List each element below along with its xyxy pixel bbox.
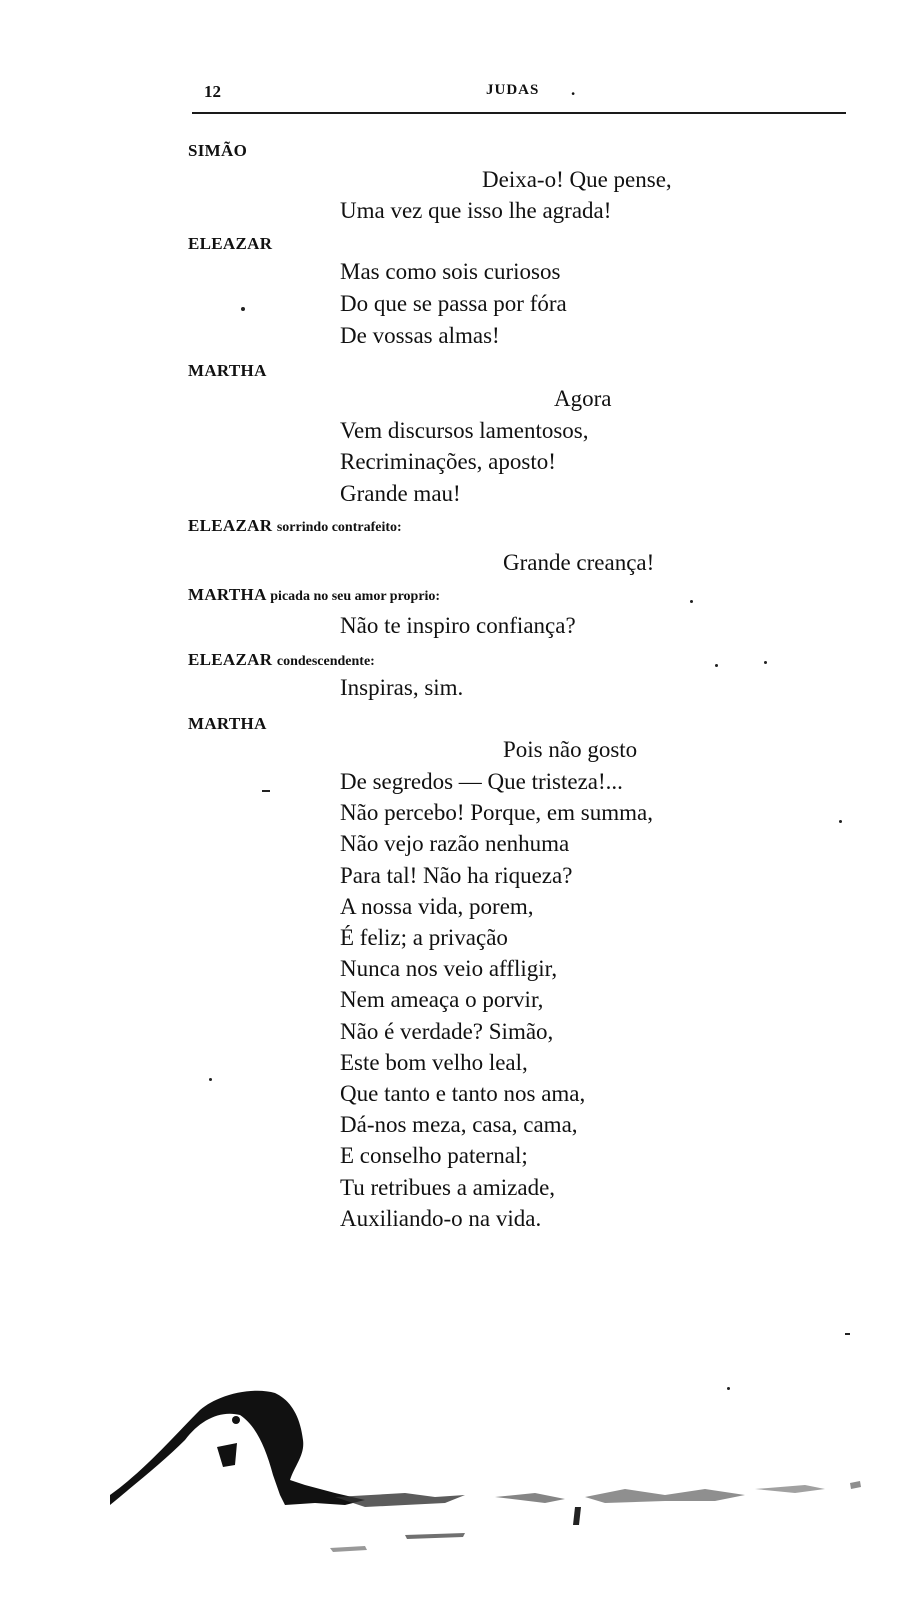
scan-speck (241, 307, 245, 311)
speaker-label (188, 516, 402, 536)
scan-speck (715, 664, 718, 667)
verse-line: Grande creança! (503, 550, 655, 575)
running-head-mark: . (571, 80, 576, 99)
speaker-name: MARTHA (188, 714, 267, 733)
stage-direction: picada no seu amor proprio: (270, 589, 441, 604)
verse-line: De vossas almas! (340, 323, 500, 348)
verse-line: Uma vez que isso lhe agrada! (340, 198, 612, 223)
speaker-label (188, 714, 267, 734)
page-header (0, 80, 900, 120)
speaker-name: MARTHA (188, 585, 266, 604)
verse-line: Inspiras, sim. (340, 675, 464, 700)
verse-line: Não te inspiro confiança? (340, 613, 576, 638)
verse-line: Deixa-o! Que pense, (482, 167, 672, 192)
verse-line: Recriminações, aposto! (340, 449, 556, 474)
verse-line: Não percebo! Porque, em summa, (340, 800, 653, 826)
verse-line: Não é verdade? Simão, (340, 1018, 554, 1044)
verse-line: Agora (554, 386, 612, 411)
speaker-label (188, 361, 267, 381)
speaker-name: ELEAZAR (188, 234, 273, 253)
verse-line: Tu retribues a amizade, (340, 1174, 556, 1200)
speaker-label (188, 650, 375, 670)
verse-line: Não vejo razão nenhuma (340, 831, 570, 857)
verse-line: De segredos — Que tristeza!... (340, 769, 623, 794)
stage-direction: sorrindo contrafeito: (276, 520, 402, 535)
verse-line: Este bom velho leal, (340, 1049, 528, 1075)
speaker-label (188, 234, 272, 254)
header-rule (192, 112, 846, 114)
verse-line: Nem ameaça o porvir, (340, 987, 544, 1013)
verse-line: Para tal! Não ha riqueza? (340, 862, 573, 888)
speaker-label (188, 585, 440, 605)
running-head: JUDAS (486, 82, 540, 98)
ink-stain-artifact (105, 1385, 865, 1605)
verse-line: Nunca nos veio affligir, (340, 956, 558, 982)
verse-line: Que tanto e tanto nos ama, (340, 1081, 586, 1107)
verse-line: Dá-nos meza, casa, cama, (340, 1112, 578, 1138)
speaker-name: ELEAZAR (188, 650, 273, 669)
speaker-name: ELEAZAR (188, 516, 273, 535)
speaker-name: MARTHA (188, 361, 267, 380)
scan-speck (764, 661, 767, 664)
verse-line: E conselho paternal; (340, 1143, 528, 1169)
verse-line: Pois não gosto (503, 737, 638, 762)
stage-direction: condescendente: (276, 654, 375, 669)
verse-line: Grande mau! (340, 481, 461, 506)
verse-line: Vem discursos lamentosos, (340, 418, 589, 443)
speaker-label (188, 141, 247, 161)
speaker-name: SIMÃO (188, 141, 248, 160)
page-number: 12 (204, 82, 221, 101)
scan-speck (839, 820, 842, 823)
verse-line: É feliz; a privação (340, 925, 508, 951)
verse-line: Do que se passa por fóra (340, 291, 567, 316)
scan-speck (262, 790, 270, 792)
verse-line: Mas como sois curiosos (340, 259, 561, 284)
verse-line: Auxiliando-o na vida. (340, 1205, 542, 1231)
verse-line: A nossa vida, porem, (340, 893, 534, 919)
scan-speck (209, 1078, 212, 1081)
verse-block (340, 766, 653, 1234)
scan-speck (845, 1333, 850, 1335)
scan-speck (690, 600, 693, 603)
